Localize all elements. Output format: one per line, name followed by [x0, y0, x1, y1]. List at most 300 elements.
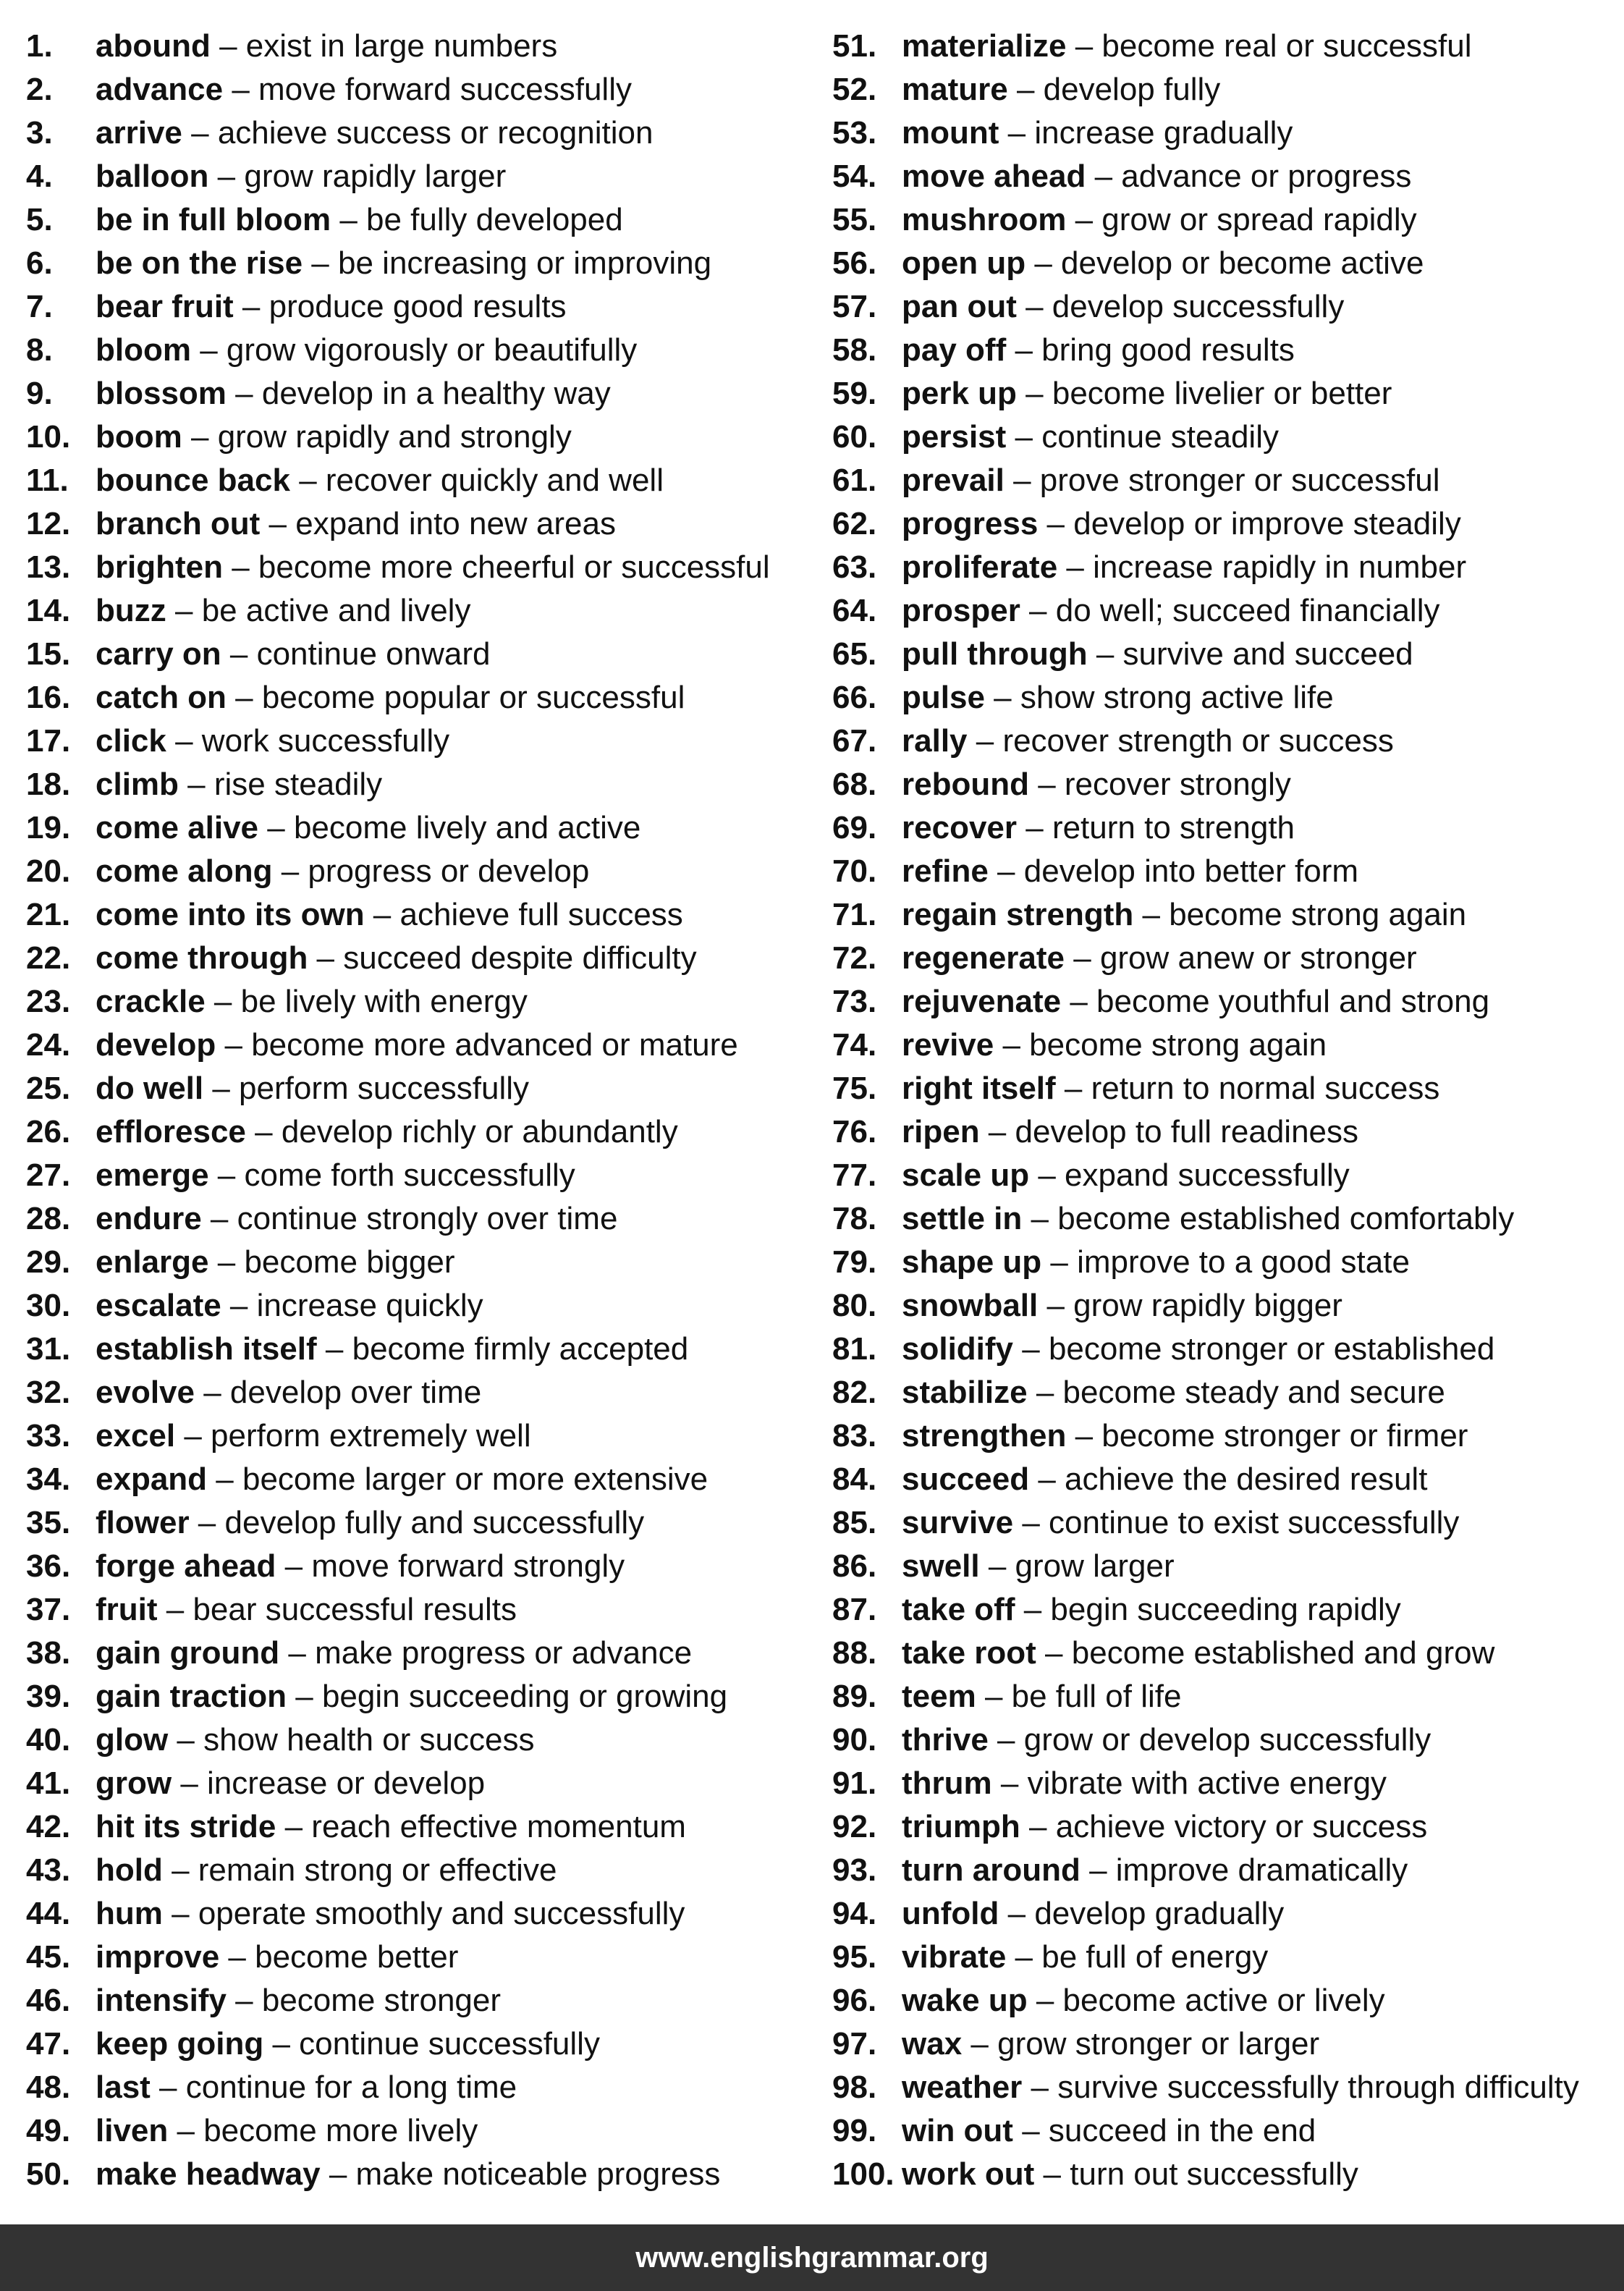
- item-definition: grow rapidly bigger: [1073, 1288, 1342, 1323]
- item-word: ripen: [902, 1114, 980, 1149]
- item-definition: become popular or successful: [261, 680, 685, 715]
- list-item: [832, 285, 1614, 329]
- item-word: effloresce: [96, 1114, 246, 1149]
- item-word: open up: [902, 245, 1026, 281]
- item-word: hold: [96, 1852, 163, 1888]
- item-word: be in full bloom: [96, 202, 331, 237]
- list-item: [26, 850, 815, 893]
- item-definition: develop or improve steadily: [1073, 506, 1461, 541]
- item-definition: prove stronger or successful: [1039, 463, 1440, 498]
- item-definition: become strong again: [1169, 897, 1467, 932]
- item-text: [902, 893, 1466, 937]
- item-separator: –: [157, 1592, 193, 1627]
- item-definition: grow rapidly larger: [244, 159, 507, 194]
- list-item: [832, 980, 1614, 1024]
- item-word: wake up: [902, 1983, 1028, 2018]
- item-definition: develop to full readiness: [1015, 1114, 1359, 1149]
- item-separator: –: [222, 549, 258, 585]
- item-text: [902, 1849, 1408, 1892]
- item-word: come through: [96, 940, 308, 976]
- list-item: [832, 1675, 1614, 1718]
- item-text: [96, 459, 664, 502]
- item-separator: –: [991, 1765, 1028, 1801]
- item-separator: –: [1086, 159, 1122, 194]
- item-separator: –: [1025, 245, 1062, 281]
- item-text: [902, 155, 1411, 198]
- item-number: 51.: [832, 28, 877, 64]
- item-text: [902, 1024, 1327, 1067]
- item-separator: –: [1015, 1592, 1051, 1627]
- item-number: 97.: [832, 2026, 877, 2062]
- list-item: [832, 806, 1614, 850]
- item-word: click: [96, 723, 166, 759]
- item-word: crackle: [96, 984, 206, 1019]
- item-text: [902, 1979, 1385, 2022]
- list-item: [832, 937, 1614, 980]
- item-number: 79.: [832, 1244, 877, 1280]
- item-separator: –: [1013, 1331, 1049, 1367]
- item-word: come into its own: [96, 897, 365, 932]
- item-text: [902, 589, 1439, 633]
- item-word: emerge: [96, 1157, 209, 1193]
- item-number: 22.: [26, 940, 71, 976]
- item-number: 30.: [26, 1288, 71, 1323]
- list-item: [832, 2066, 1614, 2109]
- list-item: [26, 633, 815, 676]
- item-text: [96, 1632, 692, 1675]
- item-text: [96, 1328, 688, 1371]
- item-text: [96, 2022, 600, 2066]
- item-text: [96, 25, 557, 68]
- item-separator: –: [272, 853, 308, 889]
- list-item: [26, 1718, 815, 1762]
- item-word: glow: [96, 1722, 169, 1758]
- item-word: hit its stride: [96, 1809, 276, 1844]
- item-definition: achieve full success: [399, 897, 683, 932]
- item-text: [96, 806, 640, 850]
- item-text: [902, 633, 1413, 676]
- item-number: 99.: [832, 2113, 877, 2148]
- item-number: 74.: [832, 1027, 877, 1063]
- item-word: rally: [902, 723, 968, 759]
- item-number: 5.: [26, 202, 53, 237]
- item-text: [902, 763, 1291, 806]
- item-text: [902, 1110, 1358, 1154]
- item-number: 49.: [26, 2113, 71, 2148]
- item-word: gain traction: [96, 1679, 287, 1714]
- item-number: 50.: [26, 2156, 71, 2192]
- item-word: boom: [96, 419, 182, 455]
- item-number: 25.: [26, 1071, 71, 1106]
- item-definition: improve dramatically: [1115, 1852, 1408, 1888]
- item-word: excel: [96, 1418, 176, 1454]
- list-item: [832, 2022, 1614, 2066]
- item-number: 61.: [832, 463, 877, 498]
- item-number: 43.: [26, 1852, 71, 1888]
- item-text: [902, 2109, 1316, 2153]
- list-item: [26, 1675, 815, 1718]
- item-separator: –: [1057, 549, 1094, 585]
- item-text: [96, 1805, 686, 1849]
- item-definition: become stronger or firmer: [1101, 1418, 1468, 1454]
- item-text: [902, 676, 1334, 720]
- list-item: [832, 546, 1614, 589]
- item-definition: move forward successfully: [258, 72, 632, 107]
- item-number: 96.: [832, 1983, 877, 2018]
- item-text: [96, 546, 770, 589]
- item-word: flower: [96, 1505, 190, 1540]
- item-number: 70.: [832, 853, 877, 889]
- list-item: [26, 1154, 815, 1197]
- item-definition: become firmly accepted: [352, 1331, 689, 1367]
- item-number: 17.: [26, 723, 71, 759]
- item-definition: remain strong or effective: [198, 1852, 557, 1888]
- item-word: pan out: [902, 289, 1017, 324]
- list-item: [26, 1588, 815, 1632]
- item-separator: –: [308, 940, 344, 976]
- item-separator: –: [287, 1679, 322, 1714]
- item-text: [902, 502, 1461, 546]
- item-number: 55.: [832, 202, 877, 237]
- item-number: 57.: [832, 289, 877, 324]
- list-item: [832, 242, 1614, 285]
- list-item: [26, 1284, 815, 1328]
- item-separator: –: [364, 897, 400, 932]
- item-word: succeed: [902, 1461, 1030, 1497]
- item-word: perk up: [902, 376, 1017, 411]
- item-definition: increase or develop: [207, 1765, 486, 1801]
- list-item: [26, 1067, 815, 1110]
- item-number: 94.: [832, 1896, 877, 1931]
- list-item: [832, 763, 1614, 806]
- item-word: work out: [902, 2156, 1035, 2192]
- item-definition: bear successful results: [193, 1592, 517, 1627]
- item-separator: –: [260, 506, 296, 541]
- item-separator: –: [1016, 376, 1052, 411]
- item-definition: become bigger: [244, 1244, 455, 1280]
- list-item: [26, 242, 815, 285]
- item-separator: –: [976, 1679, 1012, 1714]
- item-number: 20.: [26, 853, 71, 889]
- list-item: [832, 68, 1614, 111]
- item-separator: –: [168, 1722, 204, 1758]
- item-word: pulse: [902, 680, 985, 715]
- item-definition: develop or become active: [1061, 245, 1424, 281]
- list-item: [26, 1024, 815, 1067]
- item-word: blossom: [96, 376, 227, 411]
- item-separator: –: [178, 767, 214, 802]
- item-number: 52.: [832, 72, 877, 107]
- item-number: 44.: [26, 1896, 71, 1931]
- item-number: 13.: [26, 549, 71, 585]
- item-text: [902, 1284, 1342, 1328]
- item-number: 85.: [832, 1505, 877, 1540]
- item-text: [96, 980, 528, 1024]
- item-text: [902, 415, 1279, 459]
- item-separator: –: [182, 115, 218, 151]
- item-number: 81.: [832, 1331, 877, 1367]
- item-word: intensify: [96, 1983, 227, 2018]
- item-text: [902, 980, 1489, 1024]
- list-item: [26, 1849, 815, 1892]
- item-text: [902, 546, 1466, 589]
- item-separator: –: [1006, 332, 1042, 368]
- item-number: 78.: [832, 1201, 877, 1236]
- item-separator: –: [999, 1896, 1035, 1931]
- item-number: 23.: [26, 984, 71, 1019]
- item-text: [96, 633, 490, 676]
- item-definition: develop fully and successfully: [224, 1505, 645, 1540]
- item-text: [96, 1067, 529, 1110]
- item-word: do well: [96, 1071, 204, 1106]
- item-word: thrum: [902, 1765, 992, 1801]
- item-definition: survive and succeed: [1122, 636, 1413, 672]
- item-number: 54.: [832, 159, 877, 194]
- item-word: regenerate: [902, 940, 1065, 976]
- list-item: [26, 1458, 815, 1501]
- item-definition: grow anew or stronger: [1099, 940, 1417, 976]
- item-separator: –: [1066, 202, 1102, 237]
- item-word: pay off: [902, 332, 1007, 368]
- item-definition: grow stronger or larger: [997, 2026, 1320, 2062]
- item-number: 32.: [26, 1375, 71, 1410]
- item-definition: become livelier or better: [1052, 376, 1392, 411]
- item-definition: achieve the desired result: [1065, 1461, 1428, 1497]
- item-text: [902, 2153, 1358, 2196]
- item-text: [96, 1979, 501, 2022]
- item-separator: –: [208, 159, 245, 194]
- item-separator: –: [1028, 767, 1065, 802]
- item-word: turn around: [902, 1852, 1080, 1888]
- item-separator: –: [1038, 506, 1074, 541]
- item-word: advance: [96, 72, 224, 107]
- item-definition: become stronger or established: [1048, 1331, 1495, 1367]
- list-item: [832, 1024, 1614, 1067]
- item-word: prosper: [902, 593, 1020, 628]
- list-item: [832, 1328, 1614, 1371]
- item-definition: reach effective momentum: [311, 1809, 686, 1844]
- item-text: [96, 1936, 458, 1979]
- list-item: [832, 1849, 1614, 1892]
- item-definition: be full of life: [1011, 1679, 1182, 1714]
- item-definition: develop richly or abundantly: [281, 1114, 678, 1149]
- item-separator: –: [189, 1505, 225, 1540]
- item-separator: –: [223, 72, 259, 107]
- item-number: 91.: [832, 1765, 877, 1801]
- item-word: progress: [902, 506, 1039, 541]
- item-word: mount: [902, 115, 999, 151]
- item-separator: –: [999, 115, 1035, 151]
- item-separator: –: [208, 1244, 245, 1280]
- item-separator: –: [1087, 636, 1123, 672]
- item-number: 7.: [26, 289, 53, 324]
- item-definition: become established and grow: [1071, 1635, 1495, 1671]
- item-number: 92.: [832, 1809, 877, 1844]
- item-number: 3.: [26, 115, 53, 151]
- item-word: carry on: [96, 636, 221, 672]
- item-word: balloon: [96, 159, 209, 194]
- item-separator: –: [988, 1722, 1024, 1758]
- item-separator: –: [1029, 1461, 1065, 1497]
- item-number: 29.: [26, 1244, 71, 1280]
- item-word: materialize: [902, 28, 1067, 64]
- item-definition: become active or lively: [1062, 1983, 1385, 2018]
- item-separator: –: [233, 289, 269, 324]
- item-separator: –: [1006, 1939, 1042, 1975]
- item-number: 67.: [832, 723, 877, 759]
- item-number: 2.: [26, 72, 53, 107]
- item-separator: –: [205, 984, 241, 1019]
- item-definition: become larger or more extensive: [242, 1461, 709, 1497]
- item-definition: become lively and active: [293, 810, 641, 845]
- item-number: 47.: [26, 2026, 71, 2062]
- item-separator: –: [221, 1288, 257, 1323]
- list-item: [832, 1632, 1614, 1675]
- item-separator: –: [168, 2113, 204, 2148]
- item-separator: –: [1041, 1244, 1078, 1280]
- item-definition: grow larger: [1015, 1548, 1175, 1584]
- item-definition: work successfully: [201, 723, 450, 759]
- item-separator: –: [166, 723, 202, 759]
- item-definition: develop into better form: [1023, 853, 1359, 889]
- item-word: evolve: [96, 1375, 195, 1410]
- item-number: 12.: [26, 506, 71, 541]
- list-item: [832, 1805, 1614, 1849]
- list-item: [26, 68, 815, 111]
- item-definition: exist in large numbers: [245, 28, 558, 64]
- item-text: [96, 1024, 738, 1067]
- item-text: [96, 2109, 478, 2153]
- item-number: 58.: [832, 332, 877, 368]
- list-item: [832, 1588, 1614, 1632]
- item-definition: survive successfully through difficulty: [1057, 2070, 1579, 2105]
- item-definition: be fully developed: [366, 202, 623, 237]
- item-definition: return to normal success: [1091, 1071, 1440, 1106]
- item-separator: –: [1013, 1505, 1049, 1540]
- item-text: [902, 1892, 1284, 1936]
- item-number: 86.: [832, 1548, 877, 1584]
- item-number: 34.: [26, 1461, 71, 1497]
- item-word: expand: [96, 1461, 208, 1497]
- item-separator: –: [1007, 72, 1044, 107]
- item-number: 69.: [832, 810, 877, 845]
- list-item: [832, 1718, 1614, 1762]
- item-word: escalate: [96, 1288, 221, 1323]
- item-separator: –: [316, 1331, 352, 1367]
- item-word: establish itself: [96, 1331, 317, 1367]
- item-number: 87.: [832, 1592, 877, 1627]
- list-item: [26, 1197, 815, 1241]
- item-definition: continue onward: [256, 636, 491, 672]
- item-word: improve: [96, 1939, 220, 1975]
- item-number: 28.: [26, 1201, 71, 1236]
- item-text: [96, 1110, 678, 1154]
- item-word: take off: [902, 1592, 1015, 1627]
- list-item: [26, 2109, 815, 2153]
- item-text: [96, 1718, 534, 1762]
- item-text: [96, 2066, 517, 2109]
- list-item: [832, 1458, 1614, 1501]
- item-word: keep going: [96, 2026, 264, 2062]
- list-item: [26, 1892, 815, 1936]
- item-number: 100.: [832, 2156, 895, 2192]
- item-word: thrive: [902, 1722, 989, 1758]
- item-separator: –: [1027, 1375, 1063, 1410]
- item-definition: grow or spread rapidly: [1101, 202, 1417, 237]
- item-number: 6.: [26, 245, 53, 281]
- item-definition: expand successfully: [1065, 1157, 1350, 1193]
- list-item: [26, 1762, 815, 1805]
- footer-url: www.englishgrammar.org: [635, 2242, 989, 2274]
- item-number: 98.: [832, 2070, 877, 2105]
- item-definition: show health or success: [203, 1722, 535, 1758]
- item-text: [902, 806, 1295, 850]
- item-word: branch out: [96, 506, 261, 541]
- item-word: brighten: [96, 549, 223, 585]
- item-word: bounce back: [96, 463, 290, 498]
- item-number: 40.: [26, 1722, 71, 1758]
- item-definition: be increasing or improving: [338, 245, 712, 281]
- item-text: [902, 937, 1417, 980]
- list-item: [832, 1936, 1614, 1979]
- item-definition: move forward strongly: [311, 1548, 625, 1584]
- item-separator: –: [201, 1201, 237, 1236]
- item-separator: –: [1022, 1201, 1058, 1236]
- item-text: [96, 198, 623, 242]
- item-text: [96, 1284, 483, 1328]
- item-number: 33.: [26, 1418, 71, 1454]
- list-item: [832, 893, 1614, 937]
- item-word: weather: [902, 2070, 1023, 2105]
- item-word: abound: [96, 28, 211, 64]
- list-item: [832, 1110, 1614, 1154]
- list-item: [832, 329, 1614, 372]
- item-word: recover: [902, 810, 1018, 845]
- item-text: [902, 1675, 1181, 1718]
- item-text: [902, 720, 1394, 763]
- item-separator: –: [162, 1852, 198, 1888]
- item-text: [96, 372, 611, 415]
- item-definition: grow vigorously or beautifully: [226, 332, 638, 368]
- item-text: [902, 1545, 1175, 1588]
- item-text: [902, 1197, 1514, 1241]
- item-word: catch on: [96, 680, 227, 715]
- list-item: [832, 589, 1614, 633]
- item-text: [96, 111, 653, 155]
- item-word: mature: [902, 72, 1008, 107]
- list-item: [26, 893, 815, 937]
- item-word: climb: [96, 767, 179, 802]
- item-word: rejuvenate: [902, 984, 1062, 1019]
- item-word: endure: [96, 1201, 202, 1236]
- list-item: [26, 502, 815, 546]
- list-item: [832, 1762, 1614, 1805]
- item-separator: –: [1012, 2113, 1049, 2148]
- item-definition: vibrate with active energy: [1027, 1765, 1387, 1801]
- item-word: move ahead: [902, 159, 1086, 194]
- item-number: 63.: [832, 549, 877, 585]
- item-word: refine: [902, 853, 989, 889]
- right-column: [832, 25, 1614, 2196]
- item-definition: grow rapidly and strongly: [217, 419, 572, 455]
- item-separator: –: [258, 810, 294, 845]
- item-definition: turn out successfully: [1070, 2156, 1358, 2192]
- item-number: 1.: [26, 28, 53, 64]
- item-separator: –: [1020, 593, 1056, 628]
- item-word: swell: [902, 1548, 980, 1584]
- item-number: 35.: [26, 1505, 71, 1540]
- item-definition: increase rapidly in number: [1093, 549, 1467, 585]
